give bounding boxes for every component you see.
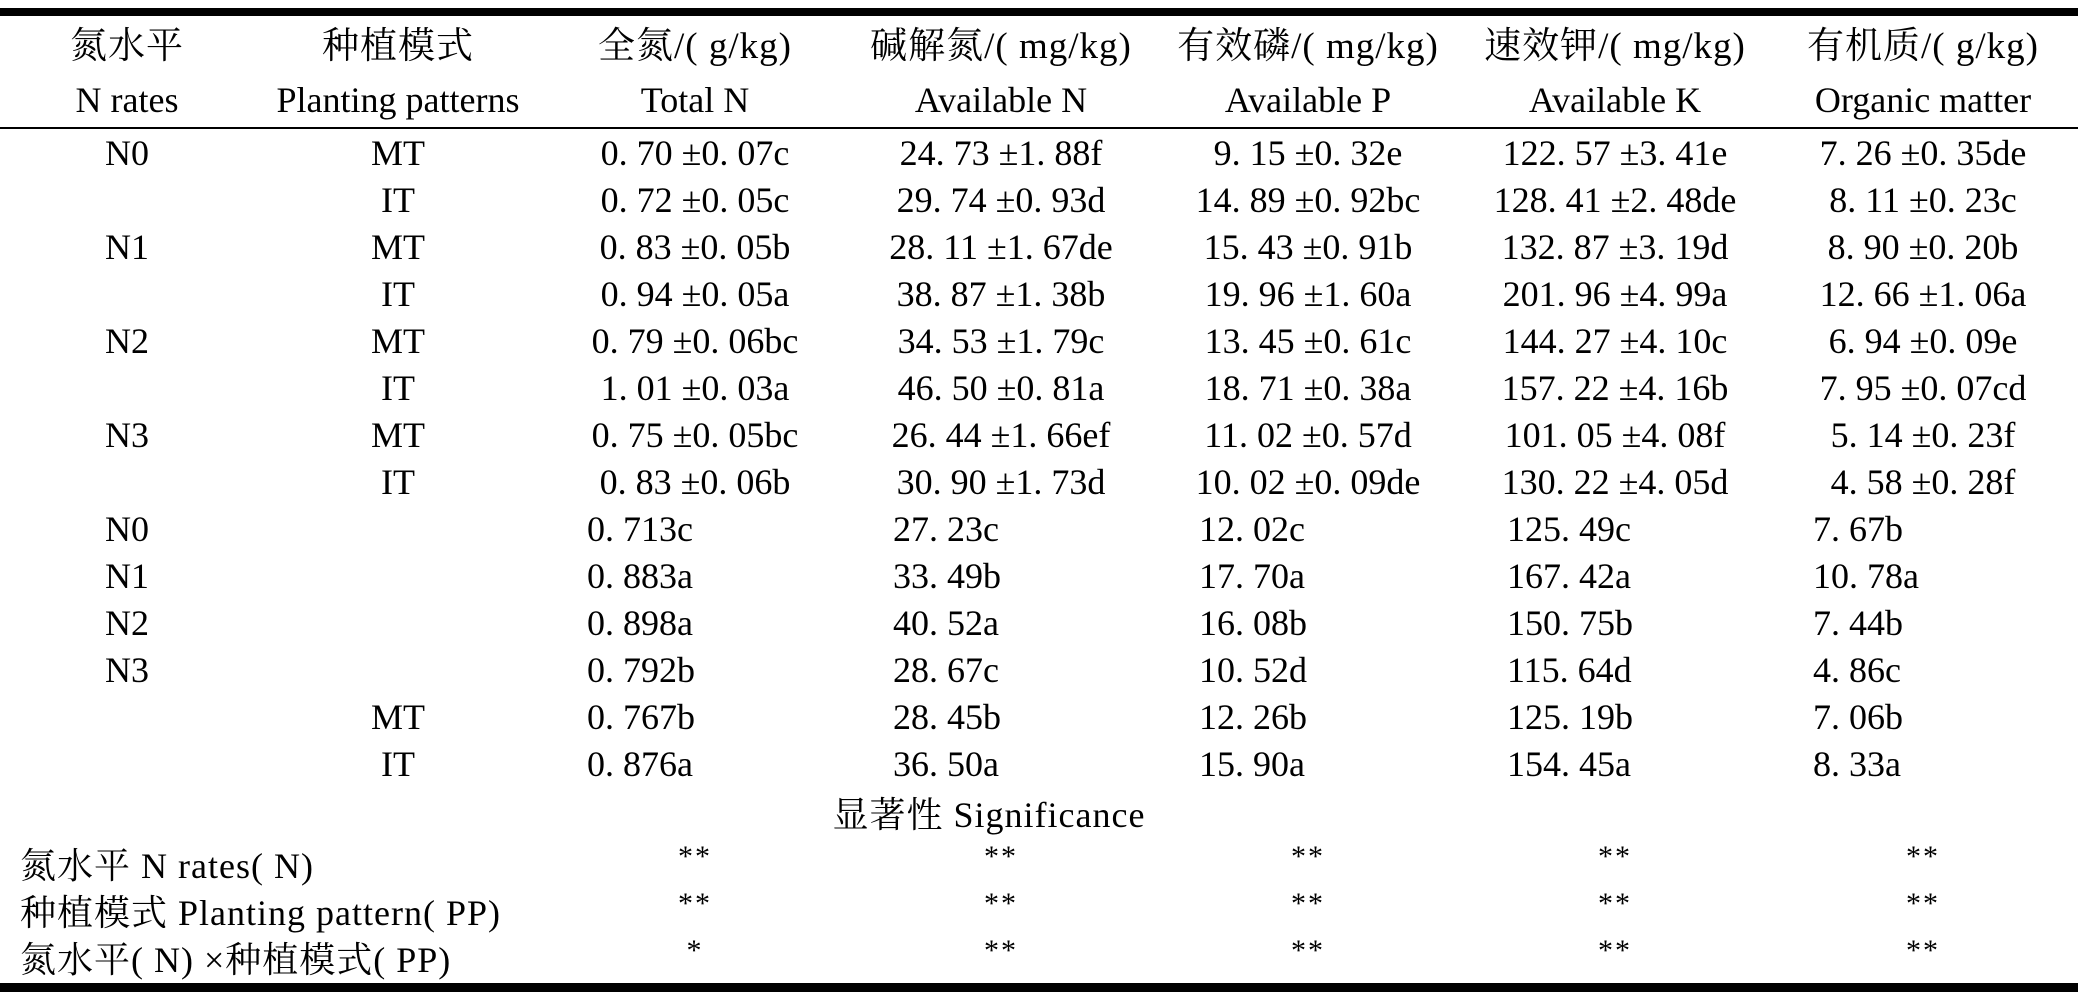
header-zh: 有效磷/( mg/kg) — [1177, 25, 1439, 67]
value-cell: 8. 33a — [1813, 743, 1901, 784]
value-cell: 122. 57 ±3. 41e — [1502, 132, 1728, 173]
value-cell: 26. 44 ±1. 66ef — [891, 414, 1111, 455]
table-row — [0, 128, 2078, 176]
value-cell: 7. 44b — [1813, 602, 1903, 643]
significance-value: ** — [1598, 839, 1632, 873]
table-row — [0, 223, 2078, 270]
value-cell: 28. 67c — [893, 649, 999, 690]
header-en: N rates — [75, 79, 179, 120]
value-cell: 0. 767b — [587, 696, 695, 737]
value-cell: 34. 53 ±1. 79c — [897, 320, 1105, 361]
n-rate-cell: N2 — [105, 320, 149, 361]
value-cell: 157. 22 ±4. 16b — [1501, 367, 1729, 408]
value-cell: 12. 26b — [1199, 696, 1307, 737]
header-zh: 氮水平 — [70, 25, 184, 67]
planting-pattern-cell: MT — [371, 132, 425, 173]
value-cell: 5. 14 ±0. 23f — [1830, 414, 2016, 455]
value-cell: 18. 71 ±0. 38a — [1204, 367, 1412, 408]
value-cell: 0. 898a — [587, 602, 693, 643]
n-rate-cell — [0, 270, 254, 317]
value-cell: 15. 90a — [1199, 743, 1305, 784]
significance-value: ** — [678, 839, 712, 873]
value-cell: 16. 08b — [1199, 602, 1307, 643]
value-cell: 0. 876a — [587, 743, 693, 784]
value-cell: 128. 41 ±2. 48de — [1493, 179, 1737, 220]
header-en: Organic matter — [1814, 79, 2032, 120]
value-cell: 0. 79 ±0. 06bc — [591, 320, 799, 361]
n-rate-cell: N3 — [105, 414, 149, 455]
significance-value: ** — [984, 933, 1018, 967]
value-cell: 0. 72 ±0. 05c — [600, 179, 790, 220]
value-cell: 12. 02c — [1199, 508, 1305, 549]
value-cell: 19. 96 ±1. 60a — [1204, 273, 1412, 314]
column-header-available-k — [1462, 16, 1768, 128]
value-cell: 6. 94 ±0. 09e — [1828, 320, 2018, 361]
soil-properties-table — [0, 8, 2078, 992]
data-table — [0, 16, 2078, 983]
value-cell: 8. 11 ±0. 23c — [1829, 179, 2017, 220]
value-cell: 101. 05 ±4. 08f — [1504, 414, 1726, 455]
value-cell: 36. 50a — [893, 743, 999, 784]
significance-row-label: 氮水平( N) ×种植模式( PP) — [20, 939, 452, 980]
significance-value: ** — [1906, 839, 1940, 873]
planting-pattern-cell — [254, 599, 542, 646]
significance-value: ** — [984, 839, 1018, 873]
value-cell: 12. 66 ±1. 06a — [1819, 273, 2027, 314]
significance-row-label: 种植模式 Planting pattern( PP) — [20, 892, 501, 933]
value-cell: 9. 15 ±0. 32e — [1213, 132, 1403, 173]
value-cell: 115. 64d — [1507, 649, 1632, 690]
n-rate-cell: N1 — [105, 226, 149, 267]
header-en: Planting patterns — [276, 79, 520, 120]
n-rate-cell: N3 — [105, 649, 149, 690]
header-zh: 有机质/( g/kg) — [1807, 25, 2039, 67]
value-cell: 17. 70a — [1199, 555, 1305, 596]
table-row — [0, 176, 2078, 223]
significance-row — [0, 936, 2078, 983]
significance-row — [0, 889, 2078, 936]
value-cell: 154. 45a — [1507, 743, 1631, 784]
header-zh: 碱解氮/( mg/kg) — [870, 25, 1132, 67]
value-cell: 0. 83 ±0. 06b — [599, 461, 791, 502]
value-cell: 201. 96 ±4. 99a — [1502, 273, 1728, 314]
planting-pattern-cell: IT — [381, 461, 415, 502]
value-cell: 33. 49b — [893, 555, 1001, 596]
header-zh: 全氮/( g/kg) — [598, 25, 792, 67]
value-cell: 0. 883a — [587, 555, 693, 596]
significance-header: 显著性 Significance — [832, 794, 1146, 835]
value-cell: 40. 52a — [893, 602, 999, 643]
header-en: Available K — [1528, 79, 1702, 120]
header-zh: 速效钾/( mg/kg) — [1484, 25, 1746, 67]
value-cell: 24. 73 ±1. 88f — [899, 132, 1103, 173]
significance-header-row — [0, 787, 2078, 842]
significance-value: ** — [1906, 886, 1940, 920]
value-cell: 130. 22 ±4. 05d — [1501, 461, 1729, 502]
significance-value: * — [686, 933, 704, 967]
value-cell: 125. 19b — [1507, 696, 1633, 737]
value-cell: 10. 02 ±0. 09de — [1195, 461, 1421, 502]
significance-value: ** — [1598, 933, 1632, 967]
significance-value: ** — [984, 886, 1018, 920]
column-header-available-p — [1154, 16, 1462, 128]
significance-row-label: 氮水平 N rates( N) — [20, 845, 314, 886]
column-header-organic-matter — [1768, 16, 2078, 128]
value-cell: 27. 23c — [893, 508, 999, 549]
header-en: Total N — [640, 79, 750, 120]
value-cell: 144. 27 ±4. 10c — [1502, 320, 1728, 361]
value-cell: 15. 43 ±0. 91b — [1203, 226, 1413, 267]
value-cell: 29. 74 ±0. 93d — [896, 179, 1106, 220]
value-cell: 7. 95 ±0. 07cd — [1819, 367, 2027, 408]
value-cell: 8. 90 ±0. 20b — [1827, 226, 2019, 267]
value-cell: 0. 94 ±0. 05a — [600, 273, 790, 314]
n-rate-cell — [0, 740, 254, 787]
table-row — [0, 458, 2078, 505]
value-cell: 7. 26 ±0. 35de — [1819, 132, 2027, 173]
significance-value: ** — [1291, 933, 1325, 967]
value-cell: 150. 75b — [1507, 602, 1633, 643]
significance-value: ** — [1906, 933, 1940, 967]
n-rate-cell — [0, 693, 254, 740]
n-rate-cell: N1 — [105, 555, 149, 596]
value-cell: 10. 52d — [1199, 649, 1307, 690]
value-cell: 4. 86c — [1813, 649, 1901, 690]
planting-pattern-cell: IT — [381, 179, 415, 220]
significance-value: ** — [678, 886, 712, 920]
value-cell: 46. 50 ±0. 81a — [897, 367, 1105, 408]
column-header-planting-patterns — [254, 16, 542, 128]
value-cell: 132. 87 ±3. 19d — [1501, 226, 1729, 267]
value-cell: 0. 713c — [587, 508, 693, 549]
table-row — [0, 740, 2078, 787]
planting-pattern-cell: IT — [381, 743, 415, 784]
planting-pattern-cell: MT — [371, 226, 425, 267]
table-row — [0, 552, 2078, 599]
value-cell: 13. 45 ±0. 61c — [1204, 320, 1412, 361]
column-header-total-n — [542, 16, 848, 128]
value-cell: 1. 01 ±0. 03a — [600, 367, 790, 408]
value-cell: 0. 792b — [587, 649, 695, 690]
value-cell: 38. 87 ±1. 38b — [896, 273, 1106, 314]
value-cell: 167. 42a — [1507, 555, 1631, 596]
value-cell: 7. 67b — [1813, 508, 1903, 549]
planting-pattern-cell: IT — [381, 367, 415, 408]
planting-pattern-cell — [254, 552, 542, 599]
column-header-available-n — [848, 16, 1154, 128]
table-row — [0, 646, 2078, 693]
value-cell: 28. 45b — [893, 696, 1001, 737]
planting-pattern-cell: MT — [371, 696, 425, 737]
planting-pattern-cell — [254, 646, 542, 693]
table-row — [0, 317, 2078, 364]
significance-value: ** — [1291, 839, 1325, 873]
planting-pattern-cell: MT — [371, 320, 425, 361]
significance-value: ** — [1291, 886, 1325, 920]
planting-pattern-cell: IT — [381, 273, 415, 314]
value-cell: 28. 11 ±1. 67de — [889, 226, 1113, 267]
value-cell: 14. 89 ±0. 92bc — [1195, 179, 1421, 220]
value-cell: 0. 70 ±0. 07c — [600, 132, 790, 173]
value-cell: 30. 90 ±1. 73d — [896, 461, 1106, 502]
n-rate-cell: N2 — [105, 602, 149, 643]
value-cell: 0. 75 ±0. 05bc — [591, 414, 799, 455]
header-en: Available P — [1224, 79, 1392, 120]
table-row — [0, 693, 2078, 740]
value-cell: 7. 06b — [1813, 696, 1903, 737]
n-rate-cell: N0 — [105, 508, 149, 549]
n-rate-cell — [0, 364, 254, 411]
n-rate-cell: N0 — [105, 132, 149, 173]
planting-pattern-cell — [254, 505, 542, 552]
value-cell: 10. 78a — [1813, 555, 1919, 596]
table-row — [0, 505, 2078, 552]
significance-value: ** — [1598, 886, 1632, 920]
significance-row — [0, 842, 2078, 889]
header-en: Available N — [914, 79, 1088, 120]
table-row — [0, 270, 2078, 317]
value-cell: 4. 58 ±0. 28f — [1830, 461, 2016, 502]
header-zh: 种植模式 — [322, 25, 474, 67]
n-rate-cell — [0, 176, 254, 223]
value-cell: 125. 49c — [1507, 508, 1631, 549]
value-cell: 11. 02 ±0. 57d — [1204, 414, 1412, 455]
table-row — [0, 411, 2078, 458]
planting-pattern-cell: MT — [371, 414, 425, 455]
value-cell: 0. 83 ±0. 05b — [599, 226, 791, 267]
header-row — [0, 16, 2078, 128]
table-row — [0, 599, 2078, 646]
n-rate-cell — [0, 458, 254, 505]
column-header-n-rates — [0, 16, 254, 128]
table-row — [0, 364, 2078, 411]
